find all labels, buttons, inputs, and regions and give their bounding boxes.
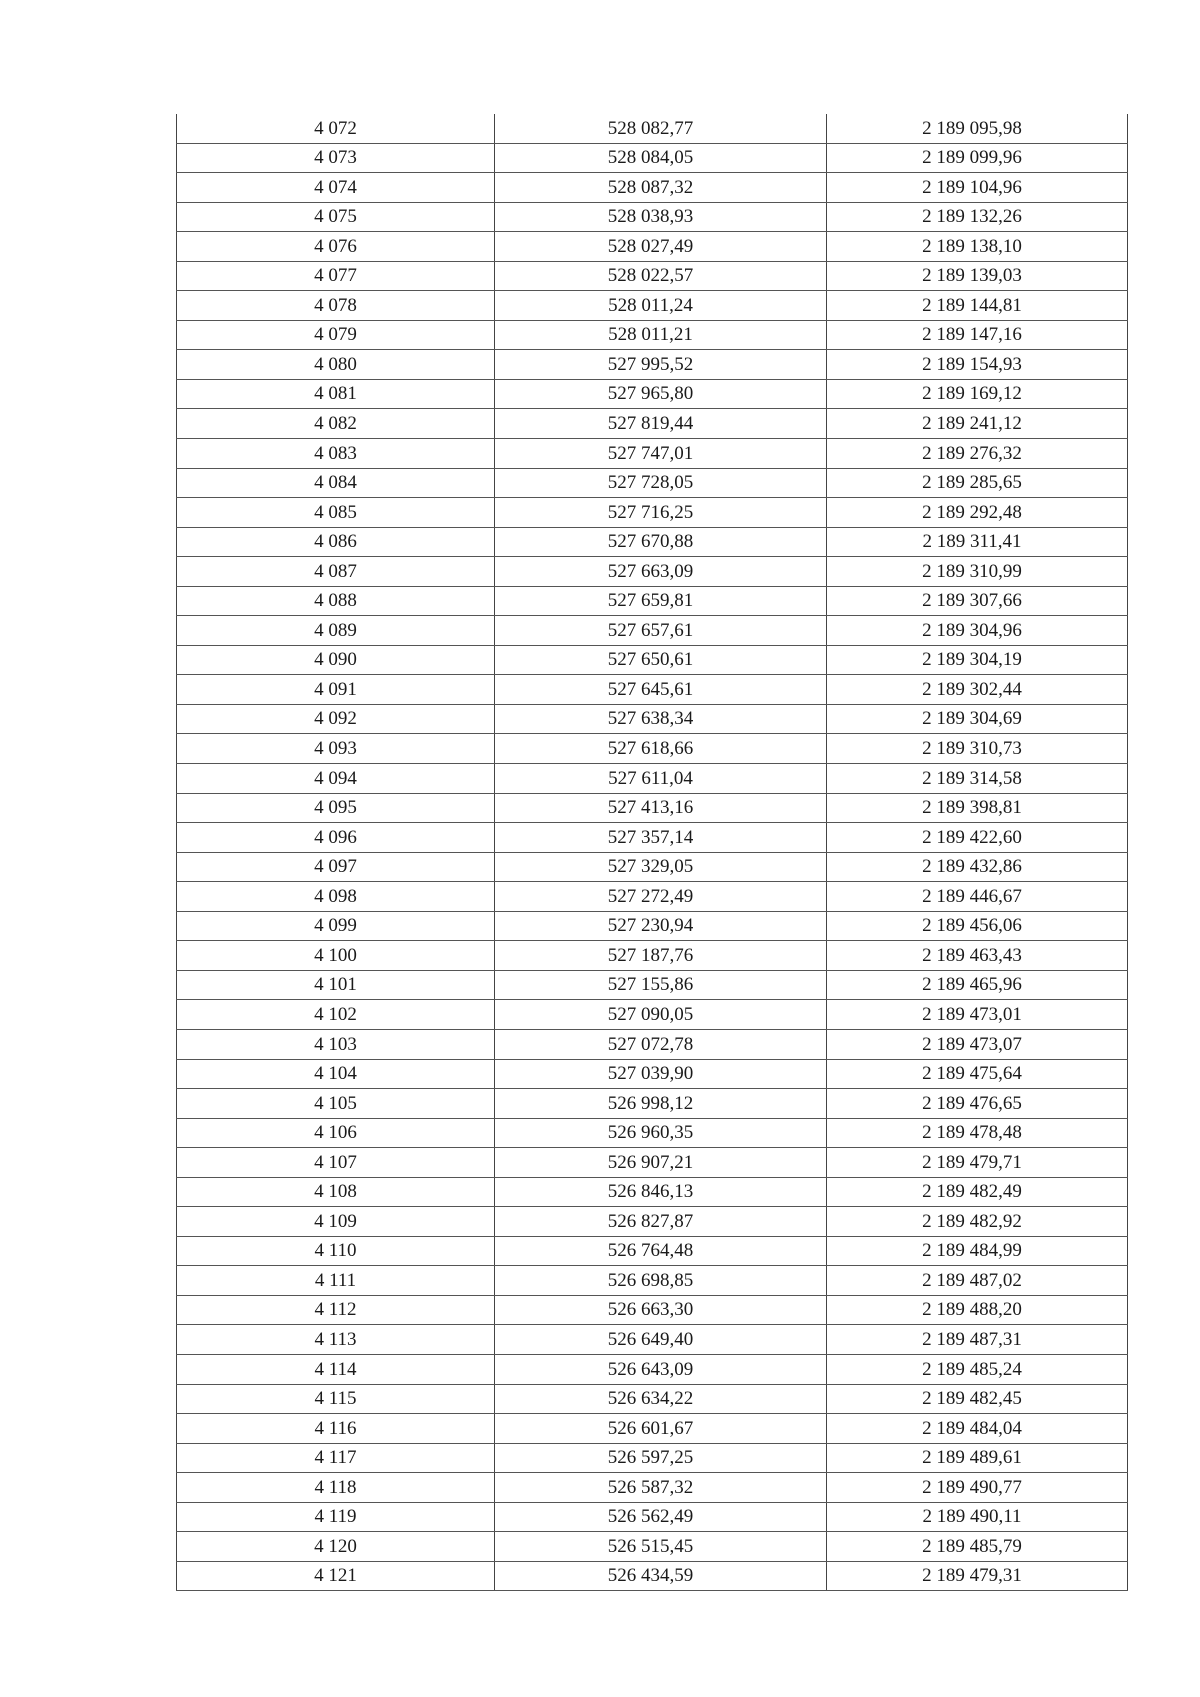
point-number-cell: 4 090 [177,645,495,675]
y-coordinate-cell: 2 189 139,03 [827,261,1128,291]
point-number-cell: 4 109 [177,1207,495,1237]
point-number-cell: 4 098 [177,882,495,912]
y-coordinate-cell: 2 189 310,73 [827,734,1128,764]
y-coordinate-cell: 2 189 487,02 [827,1266,1128,1296]
point-number-cell: 4 118 [177,1473,495,1503]
x-coordinate-cell: 526 846,13 [495,1177,827,1207]
y-coordinate-cell: 2 189 311,41 [827,527,1128,557]
table-row [177,645,1128,675]
x-coordinate-cell: 527 611,04 [495,764,827,794]
point-number-cell: 4 112 [177,1295,495,1325]
point-number-cell: 4 119 [177,1502,495,1532]
x-coordinate-cell: 527 638,34 [495,704,827,734]
table-row [177,970,1128,1000]
y-coordinate-cell: 2 189 307,66 [827,586,1128,616]
x-coordinate-cell: 527 965,80 [495,379,827,409]
x-coordinate-cell: 527 072,78 [495,1029,827,1059]
y-coordinate-cell: 2 189 485,79 [827,1532,1128,1562]
table-row [177,1236,1128,1266]
x-coordinate-cell: 527 747,01 [495,439,827,469]
x-coordinate-cell: 528 084,05 [495,143,827,173]
point-number-cell: 4 074 [177,173,495,203]
y-coordinate-cell: 2 189 479,71 [827,1148,1128,1178]
table-row [177,320,1128,350]
x-coordinate-cell: 527 329,05 [495,852,827,882]
table-row [177,291,1128,321]
table-row [177,1148,1128,1178]
point-number-cell: 4 092 [177,704,495,734]
point-number-cell: 4 107 [177,1148,495,1178]
table-row [177,173,1128,203]
table-row [177,1029,1128,1059]
y-coordinate-cell: 2 189 304,96 [827,616,1128,646]
y-coordinate-cell: 2 189 484,04 [827,1414,1128,1444]
point-number-cell: 4 076 [177,232,495,262]
y-coordinate-cell: 2 189 479,31 [827,1561,1128,1591]
x-coordinate-cell: 527 645,61 [495,675,827,705]
point-number-cell: 4 082 [177,409,495,439]
x-coordinate-cell: 526 649,40 [495,1325,827,1355]
y-coordinate-cell: 2 189 473,07 [827,1029,1128,1059]
x-coordinate-cell: 527 357,14 [495,823,827,853]
y-coordinate-cell: 2 189 310,99 [827,557,1128,587]
point-number-cell: 4 094 [177,764,495,794]
y-coordinate-cell: 2 189 490,11 [827,1502,1128,1532]
point-number-cell: 4 117 [177,1443,495,1473]
x-coordinate-cell: 528 082,77 [495,114,827,143]
x-coordinate-cell: 526 601,67 [495,1414,827,1444]
x-coordinate-cell: 527 039,90 [495,1059,827,1089]
x-coordinate-cell: 527 659,81 [495,586,827,616]
point-number-cell: 4 120 [177,1532,495,1562]
y-coordinate-cell: 2 189 487,31 [827,1325,1128,1355]
point-number-cell: 4 121 [177,1561,495,1591]
table-row [177,704,1128,734]
x-coordinate-cell: 527 618,66 [495,734,827,764]
point-number-cell: 4 077 [177,261,495,291]
y-coordinate-cell: 2 189 456,06 [827,911,1128,941]
table-row [177,261,1128,291]
coordinates-table [176,114,1128,1591]
x-coordinate-cell: 527 090,05 [495,1000,827,1030]
x-coordinate-cell: 526 634,22 [495,1384,827,1414]
point-number-cell: 4 079 [177,320,495,350]
y-coordinate-cell: 2 189 476,65 [827,1089,1128,1119]
x-coordinate-cell: 527 728,05 [495,468,827,498]
table-row [177,1266,1128,1296]
table-row [177,764,1128,794]
point-number-cell: 4 116 [177,1414,495,1444]
point-number-cell: 4 101 [177,970,495,1000]
table-row [177,1443,1128,1473]
x-coordinate-cell: 527 716,25 [495,498,827,528]
x-coordinate-cell: 527 670,88 [495,527,827,557]
point-number-cell: 4 108 [177,1177,495,1207]
table-row [177,1207,1128,1237]
point-number-cell: 4 105 [177,1089,495,1119]
y-coordinate-cell: 2 189 314,58 [827,764,1128,794]
y-coordinate-cell: 2 189 489,61 [827,1443,1128,1473]
y-coordinate-cell: 2 189 292,48 [827,498,1128,528]
table-row [177,1325,1128,1355]
x-coordinate-cell: 528 027,49 [495,232,827,262]
table-row [177,1414,1128,1444]
y-coordinate-cell: 2 189 241,12 [827,409,1128,439]
table-row [177,143,1128,173]
table-row [177,1502,1128,1532]
x-coordinate-cell: 527 272,49 [495,882,827,912]
table-row [177,734,1128,764]
table-row [177,911,1128,941]
y-coordinate-cell: 2 189 304,69 [827,704,1128,734]
table-row [177,882,1128,912]
table-row [177,1532,1128,1562]
y-coordinate-cell: 2 189 398,81 [827,793,1128,823]
table-row [177,1295,1128,1325]
point-number-cell: 4 089 [177,616,495,646]
x-coordinate-cell: 527 187,76 [495,941,827,971]
y-coordinate-cell: 2 189 488,20 [827,1295,1128,1325]
point-number-cell: 4 088 [177,586,495,616]
x-coordinate-cell: 527 819,44 [495,409,827,439]
x-coordinate-cell: 526 562,49 [495,1502,827,1532]
table-row [177,1059,1128,1089]
table-row [177,468,1128,498]
table-row [177,1000,1128,1030]
table-row [177,1354,1128,1384]
point-number-cell: 4 093 [177,734,495,764]
y-coordinate-cell: 2 189 482,49 [827,1177,1128,1207]
y-coordinate-cell: 2 189 276,32 [827,439,1128,469]
point-number-cell: 4 080 [177,350,495,380]
y-coordinate-cell: 2 189 169,12 [827,379,1128,409]
x-coordinate-cell: 527 663,09 [495,557,827,587]
table-row [177,793,1128,823]
point-number-cell: 4 096 [177,823,495,853]
y-coordinate-cell: 2 189 475,64 [827,1059,1128,1089]
y-coordinate-cell: 2 189 095,98 [827,114,1128,143]
x-coordinate-cell: 527 413,16 [495,793,827,823]
x-coordinate-cell: 526 663,30 [495,1295,827,1325]
table-row [177,1089,1128,1119]
table-row [177,202,1128,232]
x-coordinate-cell: 526 998,12 [495,1089,827,1119]
y-coordinate-cell: 2 189 144,81 [827,291,1128,321]
point-number-cell: 4 103 [177,1029,495,1059]
table-row [177,941,1128,971]
table-row [177,114,1128,143]
point-number-cell: 4 086 [177,527,495,557]
y-coordinate-cell: 2 189 302,44 [827,675,1128,705]
x-coordinate-cell: 526 643,09 [495,1354,827,1384]
y-coordinate-cell: 2 189 099,96 [827,143,1128,173]
y-coordinate-cell: 2 189 465,96 [827,970,1128,1000]
x-coordinate-cell: 526 515,45 [495,1532,827,1562]
table-row [177,439,1128,469]
table-row [177,616,1128,646]
x-coordinate-cell: 526 434,59 [495,1561,827,1591]
x-coordinate-cell: 526 587,32 [495,1473,827,1503]
point-number-cell: 4 085 [177,498,495,528]
x-coordinate-cell: 528 038,93 [495,202,827,232]
y-coordinate-cell: 2 189 432,86 [827,852,1128,882]
y-coordinate-cell: 2 189 490,77 [827,1473,1128,1503]
point-number-cell: 4 095 [177,793,495,823]
point-number-cell: 4 081 [177,379,495,409]
point-number-cell: 4 075 [177,202,495,232]
x-coordinate-cell: 527 155,86 [495,970,827,1000]
table-row [177,379,1128,409]
point-number-cell: 4 110 [177,1236,495,1266]
table-row [177,232,1128,262]
table-row [177,586,1128,616]
y-coordinate-cell: 2 189 463,43 [827,941,1128,971]
table-row [177,1561,1128,1591]
table-row [177,557,1128,587]
point-number-cell: 4 073 [177,143,495,173]
point-number-cell: 4 084 [177,468,495,498]
y-coordinate-cell: 2 189 147,16 [827,320,1128,350]
point-number-cell: 4 104 [177,1059,495,1089]
x-coordinate-cell: 528 022,57 [495,261,827,291]
y-coordinate-cell: 2 189 285,65 [827,468,1128,498]
table-row [177,1473,1128,1503]
table-row [177,409,1128,439]
table-row [177,527,1128,557]
y-coordinate-cell: 2 189 473,01 [827,1000,1128,1030]
x-coordinate-cell: 528 087,32 [495,173,827,203]
y-coordinate-cell: 2 189 482,92 [827,1207,1128,1237]
y-coordinate-cell: 2 189 482,45 [827,1384,1128,1414]
x-coordinate-cell: 526 597,25 [495,1443,827,1473]
x-coordinate-cell: 526 764,48 [495,1236,827,1266]
x-coordinate-cell: 528 011,24 [495,291,827,321]
x-coordinate-cell: 527 995,52 [495,350,827,380]
point-number-cell: 4 097 [177,852,495,882]
point-number-cell: 4 087 [177,557,495,587]
point-number-cell: 4 100 [177,941,495,971]
point-number-cell: 4 102 [177,1000,495,1030]
y-coordinate-cell: 2 189 422,60 [827,823,1128,853]
x-coordinate-cell: 527 230,94 [495,911,827,941]
y-coordinate-cell: 2 189 132,26 [827,202,1128,232]
table-row [177,1177,1128,1207]
point-number-cell: 4 115 [177,1384,495,1414]
y-coordinate-cell: 2 189 304,19 [827,645,1128,675]
x-coordinate-cell: 526 907,21 [495,1148,827,1178]
y-coordinate-cell: 2 189 446,67 [827,882,1128,912]
table-row [177,852,1128,882]
point-number-cell: 4 072 [177,114,495,143]
y-coordinate-cell: 2 189 104,96 [827,173,1128,203]
y-coordinate-cell: 2 189 484,99 [827,1236,1128,1266]
point-number-cell: 4 106 [177,1118,495,1148]
table-row [177,1384,1128,1414]
x-coordinate-cell: 526 698,85 [495,1266,827,1296]
x-coordinate-cell: 526 827,87 [495,1207,827,1237]
x-coordinate-cell: 526 960,35 [495,1118,827,1148]
point-number-cell: 4 091 [177,675,495,705]
point-number-cell: 4 114 [177,1354,495,1384]
coordinates-table-body [177,114,1128,1591]
point-number-cell: 4 111 [177,1266,495,1296]
x-coordinate-cell: 527 657,61 [495,616,827,646]
table-row [177,675,1128,705]
table-row [177,1118,1128,1148]
table-row [177,823,1128,853]
table-row [177,498,1128,528]
y-coordinate-cell: 2 189 478,48 [827,1118,1128,1148]
y-coordinate-cell: 2 189 154,93 [827,350,1128,380]
point-number-cell: 4 113 [177,1325,495,1355]
table-row [177,350,1128,380]
x-coordinate-cell: 528 011,21 [495,320,827,350]
y-coordinate-cell: 2 189 138,10 [827,232,1128,262]
point-number-cell: 4 078 [177,291,495,321]
point-number-cell: 4 099 [177,911,495,941]
point-number-cell: 4 083 [177,439,495,469]
x-coordinate-cell: 527 650,61 [495,645,827,675]
y-coordinate-cell: 2 189 485,24 [827,1354,1128,1384]
